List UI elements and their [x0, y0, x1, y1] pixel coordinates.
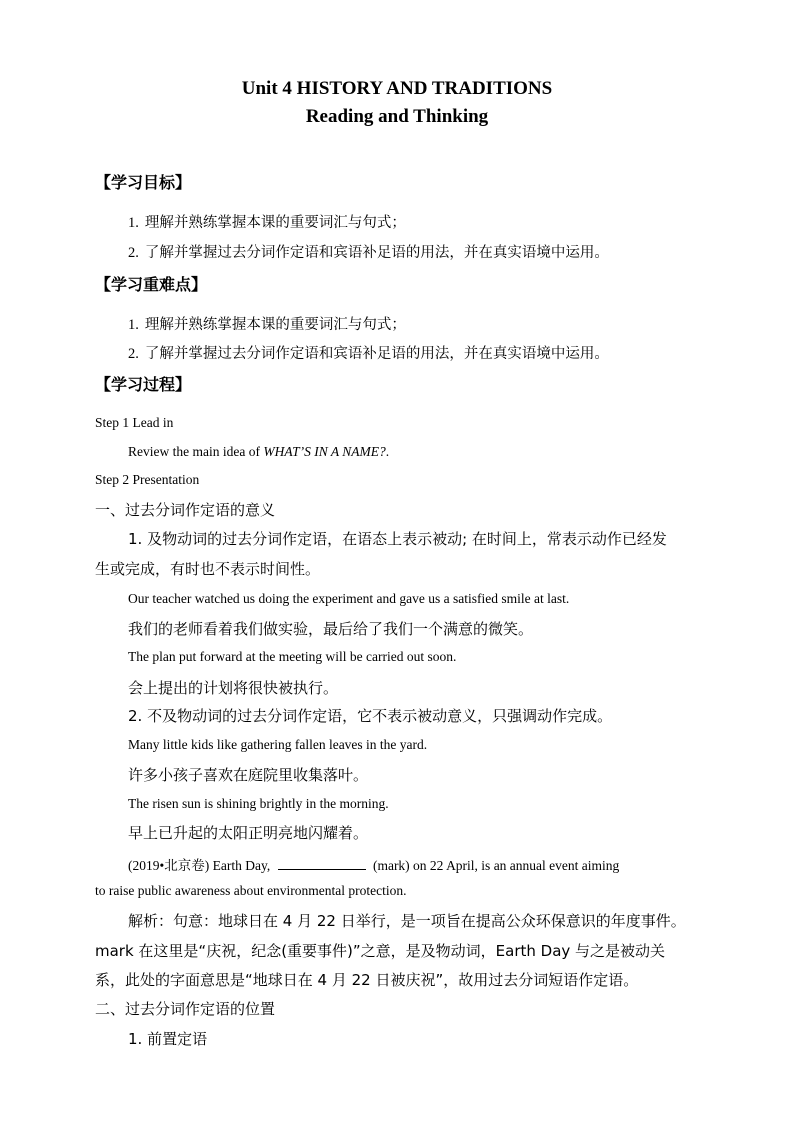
- section1-point2: 2. 不及物动词的过去分词作定语，它不表示被动意义，只强调动作完成。: [128, 707, 613, 725]
- review-suffix: .: [385, 444, 390, 459]
- answer-blank[interactable]: [278, 857, 366, 870]
- key-point-item-2: [128, 342, 609, 363]
- example2-chinese: 会上提出的计划将很快被执行。: [128, 679, 339, 697]
- example1-english: Our teacher watched us doing the experiment and gave us a satisfied smile at last.: [128, 591, 570, 606]
- exam-question-line1: [128, 854, 619, 874]
- key-point-item-1: [128, 313, 406, 334]
- example4-chinese: 早上已升起的太阳正明亮地闪耀着。: [128, 824, 369, 842]
- key-point-number: 1.: [128, 317, 139, 333]
- key-point-number: 2.: [128, 346, 139, 362]
- exam-question-suffix: (mark) on 22 April, is an annual event aiming: [369, 858, 620, 873]
- step2-label: Step 2 Presentation: [95, 472, 200, 487]
- goals-heading: 【学习目标】: [95, 173, 192, 192]
- goal-item-text: 理解并熟练掌握本课的重要词汇与句式；: [144, 215, 406, 231]
- key-point-text: 了解并掌握过去分词作定语和宾语补足语的用法，并在真实语境中运用。: [144, 346, 609, 362]
- document-subtitle: Reading and Thinking: [305, 106, 489, 127]
- goal-item-text: 了解并掌握过去分词作定语和宾语补足语的用法，并在真实语境中运用。: [144, 245, 609, 261]
- section1-point1-line1: 1. 及物动词的过去分词作定语，在语态上表示被动; 在时间上，常表示动作已经发: [128, 530, 667, 548]
- goal-item-number: 2.: [128, 245, 139, 261]
- section1-heading: 一、过去分词作定语的意义: [95, 501, 276, 519]
- analysis-line2: mark 在这里是“庆祝，纪念(重要事件)”之意，是及物动词，Earth Day 与之是被动关: [95, 942, 666, 960]
- step1-label: Step 1 Lead in: [95, 415, 174, 430]
- analysis-line1: 解析：句意：地球日在 4 月 22 日举行，是一项旨在提高公众环保意识的年度事件。: [128, 912, 686, 930]
- example2-english: The plan put forward at the meeting will be carried out soon.: [128, 649, 457, 664]
- analysis-line3: 系，此处的字面意思是“地球日在 4 月 22 日被庆祝”，故用过去分词短语作定语。: [95, 971, 639, 989]
- document-title: Unit 4 HISTORY AND TRADITIONS: [241, 78, 553, 99]
- example1-chinese: 我们的老师看着我们做实验，最后给了我们一个满意的微笑。: [128, 620, 534, 638]
- section2-heading: 二、过去分词作定语的位置: [95, 1000, 276, 1018]
- goal-item-1: [128, 211, 406, 232]
- example3-english: Many little kids like gathering fallen leaves in the yard.: [128, 737, 428, 752]
- section2-subheading: 1. 前置定语: [128, 1030, 208, 1048]
- example3-chinese: 许多小孩子喜欢在庭院里收集落叶。: [128, 766, 369, 784]
- key-points-heading: 【学习重难点】: [95, 275, 208, 294]
- exam-question-line2: to raise public awareness about environmental protection.: [95, 883, 407, 898]
- example4-english: The risen sun is shining brightly in the morning.: [128, 796, 389, 811]
- goal-item-number: 1.: [128, 215, 139, 231]
- review-prefix: Review the main idea of: [128, 444, 264, 459]
- exam-question-prefix: (2019•北京卷) Earth Day,: [128, 858, 274, 873]
- process-heading: 【学习过程】: [95, 375, 192, 394]
- goal-item-2: [128, 241, 609, 262]
- review-title: WHAT’S IN A NAME?: [263, 444, 386, 459]
- section1-point1-line2: 生或完成，有时也不表示时间性。: [95, 560, 321, 578]
- key-point-text: 理解并熟练掌握本课的重要词汇与句式；: [144, 317, 406, 333]
- review-line: [128, 444, 389, 460]
